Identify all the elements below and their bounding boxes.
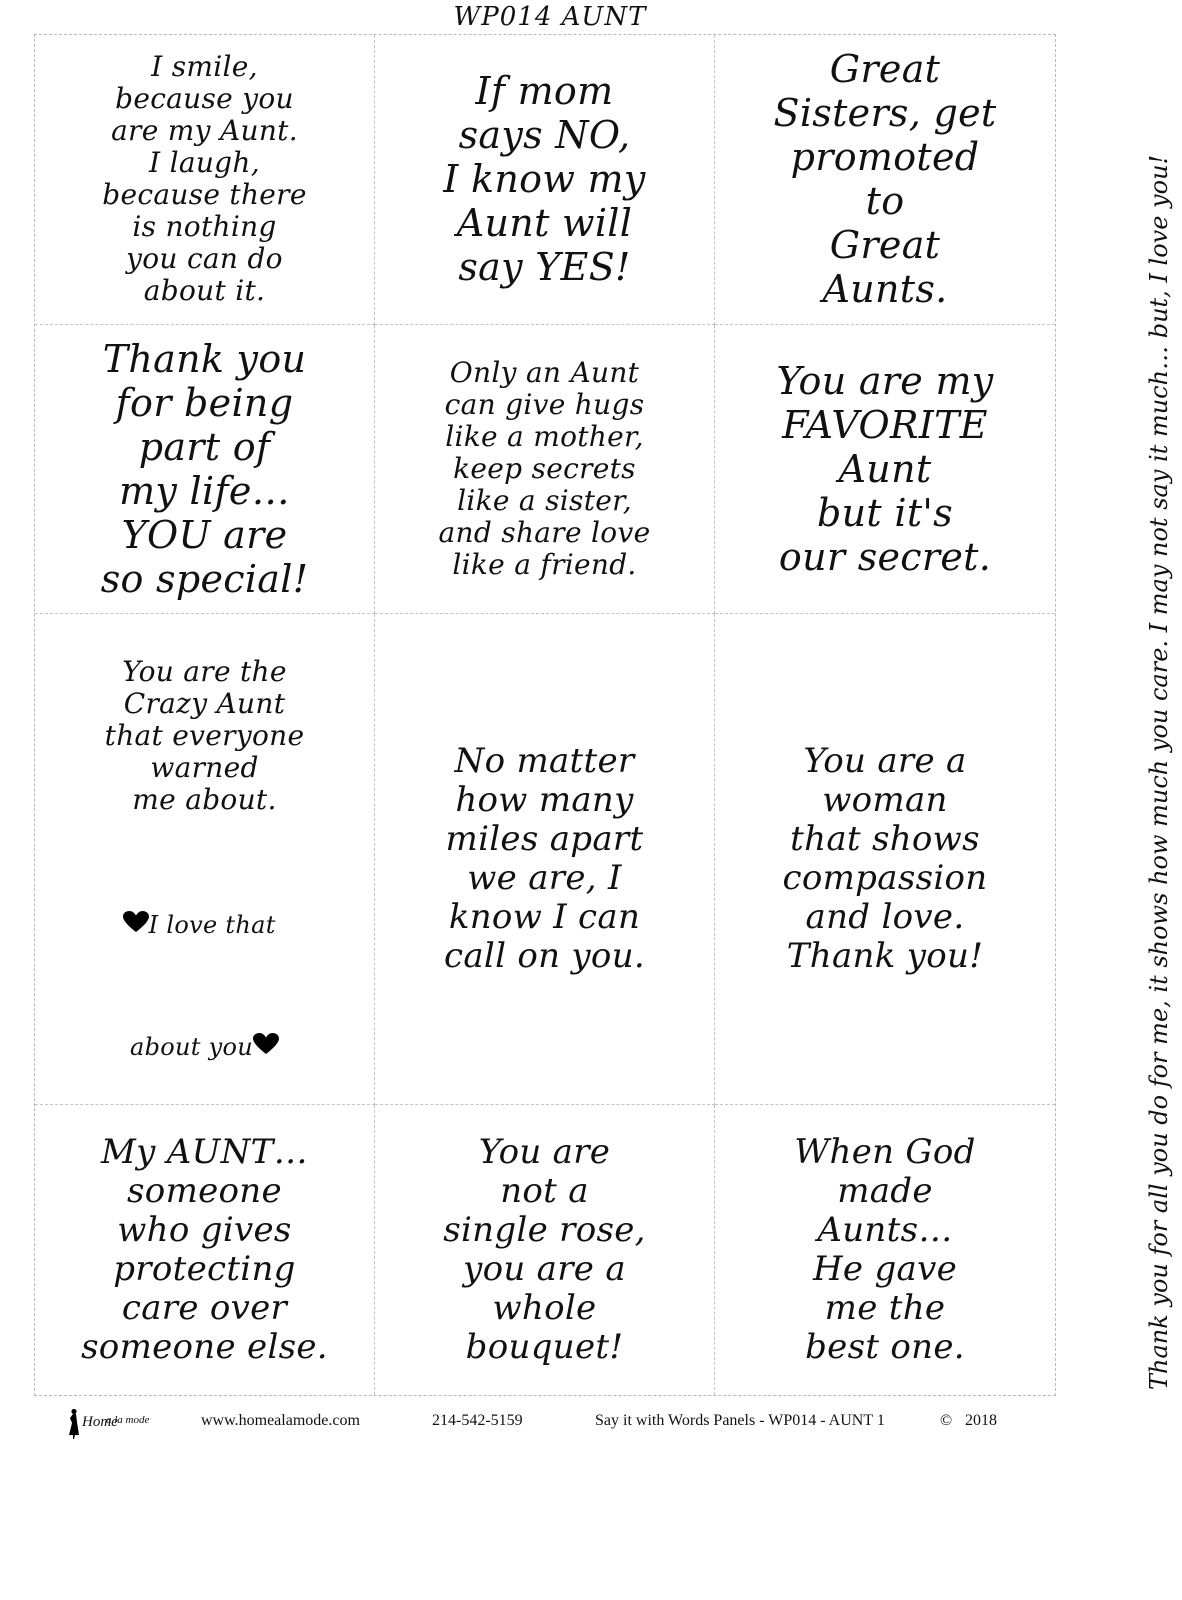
quote-panel — [375, 1105, 715, 1395]
quote-panel — [375, 325, 715, 615]
page-footer — [0, 1404, 1100, 1444]
quote-panel — [715, 1105, 1055, 1395]
quote-panel — [35, 325, 375, 615]
copyright-year: 2018 — [965, 1412, 997, 1429]
quote-panel — [715, 614, 1055, 1105]
lady-silhouette-icon — [66, 1408, 80, 1440]
quote-footnote-text: about you — [129, 1033, 254, 1062]
side-border-text: Thank you for all you do for me, it shows how much you care. I may not say it much… but, I love you! — [1145, 154, 1173, 1390]
sheet-title: WP014 AUNT — [453, 2, 647, 32]
quote-footnote-line — [105, 972, 305, 1062]
quote-text: When God made Aunts… He gave me the best one. — [794, 1132, 976, 1368]
website-link[interactable]: www.homealamode.com — [201, 1412, 360, 1429]
quote-text: You are the Crazy Aunt that everyone warned me about. — [104, 655, 305, 817]
quote-text: Thank you for being part of my life… YOU are so special! — [100, 336, 309, 601]
quote-footnote-text: I love that — [148, 911, 276, 940]
quote-text: You are my FAVORITE Aunt but it's our secret. — [776, 358, 994, 579]
heart-icon — [253, 1002, 279, 1062]
product-info: Say it with Words Panels - WP014 - AUNT 1 — [595, 1412, 885, 1429]
logo-subtext: a la mode — [106, 1414, 150, 1426]
quote-text: No matter how many miles apart we are, I know I can call on you. — [443, 741, 646, 977]
copyright-symbol: © — [940, 1412, 953, 1429]
quote-panel — [35, 614, 375, 1105]
phone-number: 214-542-5159 — [432, 1412, 523, 1429]
quote-footnote-line — [105, 850, 305, 940]
logo-text: Home — [82, 1414, 118, 1430]
quote-panel — [715, 35, 1055, 325]
quote-panel — [35, 35, 375, 325]
quote-text: If mom says NO, I know my Aunt will say YES! — [443, 69, 646, 290]
quote-panel — [715, 325, 1055, 615]
quote-text: Great Sisters, get promoted to Great Aunts. — [773, 47, 997, 312]
heart-icon — [123, 880, 149, 940]
quote-text: Only an Aunt can give hugs like a mother, keep secrets like a sister, and share love like a friend. — [438, 355, 651, 581]
quote-panel — [375, 614, 715, 1105]
quote-text: My AUNT… someone who gives protecting care over someone else. — [81, 1132, 328, 1368]
quote-text: You are not a single rose, you are a whole bouquet! — [443, 1132, 646, 1368]
quote-panel — [375, 35, 715, 325]
quote-text: You are a woman that shows compassion and love. Thank you! — [782, 741, 988, 977]
quote-panel — [35, 1105, 375, 1395]
quote-panel-grid — [34, 34, 1056, 1396]
quote-text: I smile, because you are my Aunt. I laugh, because there is nothing you can do about it. — [102, 50, 307, 308]
brand-logo — [66, 1406, 166, 1442]
quote-block — [105, 624, 305, 1094]
